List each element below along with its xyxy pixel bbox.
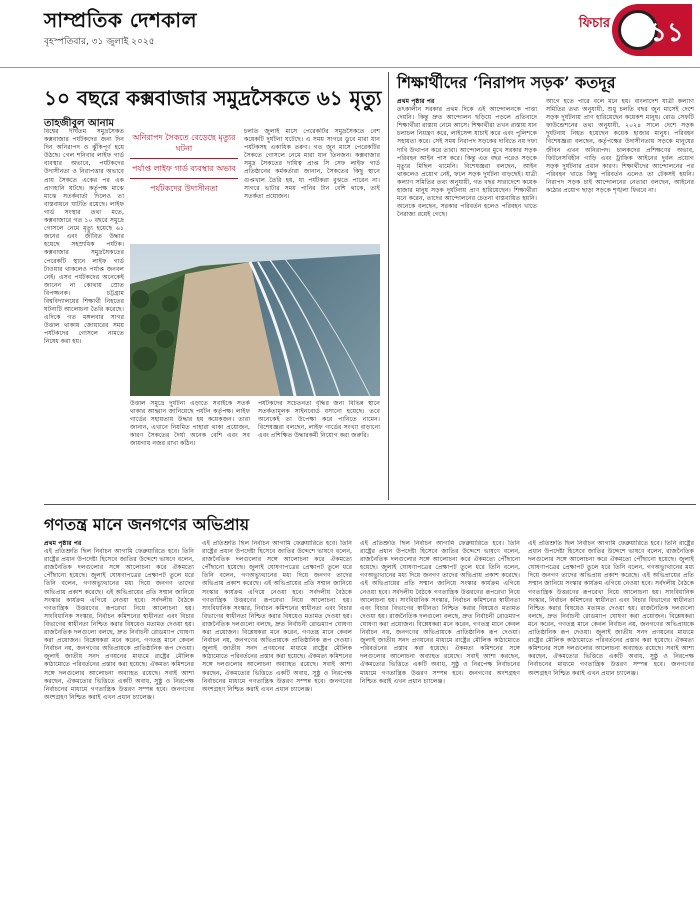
article-headline: শিক্ষার্থীদের ‘নিরাপদ সড়ক’ কতদূর <box>397 73 616 92</box>
photo-caption-text: পর্যটকদের সচেতনতা বৃদ্ধির জন্য বিভিন্ন স্থানে সতর্কতামূলক সাইনবোর্ড বসানো হয়েছে। তবে অনেকেই তা উপেক্ষা করে পানিতে নামেন। বিশেষজ্ঞরা বলছেন, লাইফ গার্ডের সংখ্যা বাড়ানো এবং প্রশিক্ষিত উদ্ধারকর্মী নিয়োগ করা জরুরি। <box>258 400 380 440</box>
continued-tag: প্রথম পৃষ্ঠার পর <box>44 540 82 547</box>
article-body-column <box>397 98 537 498</box>
article-body-column <box>360 540 520 902</box>
beach-photo-image <box>130 244 380 396</box>
pull-quote-3: পর্যটকদের উদাসীনতা <box>150 184 218 193</box>
photo-caption-column <box>258 400 380 500</box>
column-divider <box>388 72 389 500</box>
pull-quote-box <box>130 128 238 240</box>
article-byline: তাহজীবুল আনাম <box>44 118 115 129</box>
photo-caption-text: উত্তাল সমুদ্রে দুর্ঘটনা এড়াতে সবাইকে সতর্ক থাকার আহ্বান জানিয়েছে পর্যটন কর্তৃপক্ষ। লাইফ গার্ডের সহায়তায় উদ্ধার হয় কয়েকজন। তারা জানান, এখানে নিয়মিত পাহারা থাকা প্রয়োজন, কারণ সৈকতের দৈর্ঘ্য অনেক বেশি এবং সব জায়গায় নজর রাখা কঠিন। <box>130 400 250 448</box>
article-body-column <box>546 98 694 498</box>
article-body-text: এই প্রতিশ্রুতি ছিল নির্বাচন আগামি ফেব্রুয়ারিতে হবে। তিনি রাষ্ট্রের প্রধান উপদেষ্টা হিসেবে জাতির উদ্দেশে ভাষণে বলেন, রাজনৈতিক দলগুলোর সঙ্গে আলোচনা করে ঐকমত্যে পৌঁছানো হয়েছে। জুলাই ঘোষণাপত্রের প্রেক্ষাপট তুলে ধরে তিনি বলেন, গণঅভ্যুত্থানের মধ্য দিয়ে জনগণ তাদের অভিপ্রায় প্রকাশ করেছে। এই অভিপ্রায়ের প্রতি সম্মান জানিয়ে সংস্কার কার্যক্রম এগিয়ে নেওয়া হবে। সর্বদলীয় বৈঠকে গণতান্ত্রিক উত্তরণের রূপরেখা নিয়ে আলোচনা হয়। সাংবিধানিক সংস্কার, নির্বাচন কমিশনের স্বাধীনতা এবং বিচার বিভাগের স্বাধীনতা নিশ্চিত করার বিষয়েও মতামত দেওয়া হয়। রাজনৈতিক দলগুলো বলছে, দ্রুত নির্বাচনী রোডম্যাপ ঘোষণা করা প্রয়োজন। বিশ্লেষকরা মনে করেন, গণতন্ত্র মানে কেবল নির্বাচন নয়, জনগণের অভিপ্রায়কে প্রাতিষ্ঠানিক রূপ দেওয়া। জুলাই জাতীয় সনদ প্রণয়নের মাধ্যমে রাষ্ট্রের মৌলিক কাঠামোতে পরিবর্তনের প্রস্তাব করা হয়েছে। ঐকমত্য কমিশনের সঙ্গে দলগুলোর আলোচনা অব্যাহত রয়েছে। সবাই আশা করছেন, ঐকমত্যের ভিত্তিতে একটি অবাধ, সুষ্ঠু ও নিরপেক্ষ নির্বাচনের মাধ্যমে গণতান্ত্রিক উত্তরণ সম্পন্ন হবে। জনগণের অংশগ্রহণ নিশ্চিত করাই এখন প্রধান চ্যালেঞ্জ। <box>44 548 194 701</box>
article-headline: গণতন্ত্র মানে জনগণের অভিপ্রায় <box>44 515 250 534</box>
beach-photo <box>130 244 380 396</box>
article-body-text: চলতি জুলাই মাসে পেরেকটির সমুদ্রসৈকতে বেশ কয়েকটি দুর্ঘটনা ঘটেছে। এ সময় সাগরে ডুবে মারা যান পর্যটকসহ একাধিক তরুণ। গত জুন মাসে পেরেকটির সৈকতে গোসলে নেমে মারা যান তিনজন। কক্সবাজার সমুদ্র সৈকতের দায়িত্ব প্রাপ্ত সি সেফ লাইফ গার্ড প্রতিষ্ঠানের কর্মকর্তারা জানান, সৈকতের কিছু স্থানে গুপ্তখাল তৈরি হয়, যা পর্যটকরা বুঝতে পারেন না। সাগরে ভাটার সময় পানির টান বেশি থাকে, তাই সতর্কতা প্রয়োজন। <box>244 128 380 200</box>
masthead <box>0 0 700 68</box>
page-number-badge <box>612 4 692 56</box>
newspaper-title: সাম্প্রতিক দেশকাল <box>44 8 197 32</box>
pull-quote-2: পর্যাপ্ত লাইফ গার্ড ব্যবস্থার অভাব <box>130 159 238 179</box>
article-body-text: তৎকালীন সরকার প্রথম দিকে এই আন্দোলনকে পাত্তা দেয়নি। কিন্তু দ্রুত আন্দোলন ছড়িয়ে পড়লে প্রতিবাদে শিক্ষার্থীরা রাস্তায় নেমে আসে। শিক্ষার্থীরা তখন রাস্তায় যান চলাচল নিয়ন্ত্রণ করে, লাইসেন্স যাচাই করে এবং পুলিশকে সহায়তা করে। সেই সময় নিরাপদ সড়কের দাবিতে নয় দফা দাবি উত্থাপন করে তারা। আন্দোলনের মুখে সরকার সড়ক পরিবহন আইন পাস করে। কিন্তু এত বছর পরেও সড়কে মৃত্যুর মিছিল থামেনি। বিশেষজ্ঞরা বলছেন, আইন থাকলেও প্রয়োগ নেই, ফলে সড়ক দুর্ঘটনা বাড়ছেই। যাত্রী কল্যাণ সমিতির তথ্য অনুযায়ী, গত বছর সারাদেশে কয়েক হাজার মানুষ সড়ক দুর্ঘটনায় প্রাণ হারিয়েছেন। শিক্ষার্থীরা মনে করেন, তাদের আন্দোলনের চেতনা বাস্তবায়িত হয়নি। অনেকে বলছেন, সরকার পরিবর্তন হলেও পরিবহন খাতে নৈরাজ্য রয়েই গেছে। <box>397 106 537 219</box>
publication-date: বৃহস্পতিবার, ৩১ জুলাই ২০২৫ <box>44 37 155 47</box>
section-divider <box>44 504 696 505</box>
article-body-column <box>244 128 380 240</box>
article-body-column <box>202 540 352 902</box>
article-body-text: এই প্রতিশ্রুতি ছিল নির্বাচন আগামি ফেব্রুয়ারিতে হবে। তিনি রাষ্ট্রের প্রধান উপদেষ্টা হিসেবে জাতির উদ্দেশে ভাষণে বলেন, রাজনৈতিক দলগুলোর সঙ্গে আলোচনা করে ঐকমত্যে পৌঁছানো হয়েছে। জুলাই ঘোষণাপত্রের প্রেক্ষাপট তুলে ধরে তিনি বলেন, গণঅভ্যুত্থানের মধ্য দিয়ে জনগণ তাদের অভিপ্রায় প্রকাশ করেছে। এই অভিপ্রায়ের প্রতি সম্মান জানিয়ে সংস্কার কার্যক্রম এগিয়ে নেওয়া হবে। সর্বদলীয় বৈঠকে গণতান্ত্রিক উত্তরণের রূপরেখা নিয়ে আলোচনা হয়। সাংবিধানিক সংস্কার, নির্বাচন কমিশনের স্বাধীনতা এবং বিচার বিভাগের স্বাধীনতা নিশ্চিত করার বিষয়েও মতামত দেওয়া হয়। রাজনৈতিক দলগুলো বলছে, দ্রুত নির্বাচনী রোডম্যাপ ঘোষণা করা প্রয়োজন। বিশ্লেষকরা মনে করেন, গণতন্ত্র মানে কেবল নির্বাচন নয়, জনগণের অভিপ্রায়কে প্রাতিষ্ঠানিক রূপ দেওয়া। জুলাই জাতীয় সনদ প্রণয়নের মাধ্যমে রাষ্ট্রের মৌলিক কাঠামোতে পরিবর্তনের প্রস্তাব করা হয়েছে। ঐকমত্য কমিশনের সঙ্গে দলগুলোর আলোচনা অব্যাহত রয়েছে। সবাই আশা করছেন, ঐকমত্যের ভিত্তিতে একটি অবাধ, সুষ্ঠু ও নিরপেক্ষ নির্বাচনের মাধ্যমে গণতান্ত্রিক উত্তরণ সম্পন্ন হবে। জনগণের অংশগ্রহণ নিশ্চিত করাই এখন প্রধান চ্যালেঞ্জ। <box>528 540 694 677</box>
article-headline: ১০ বছরে কক্সবাজার সমুদ্রসৈকতে ৬১ মৃত্যু <box>44 86 382 110</box>
article-body-text: বিশ্বের দীর্ঘতম সমুদ্রসৈকত কক্সবাজার পর্যটকদের জন্য দিন দিন অনিরাপদ ও ঝুঁকিপূর্ণ হয়ে উঠছে। গেল শনিবার লাইফ গার্ড ব্যবস্থার অভাবে, পর্যটকদের উদাসীনতা ও নিরাপত্তার অভাবে প্রায় সৈকতে একের পর এক প্রাণহানি ঘটছে। কর্তৃপক্ষ মাঝে মাঝে সতর্কবার্তা দিলেও তা বাস্তবায়নে ঘাটতি রয়েছে। লাইফ গার্ড সংস্থার তথ্য মতে, কক্সবাজারে গত ১০ বছরে সমুদ্রে গোসলে নেমে মৃত্যু হয়েছে ৬১ জনের এবং জীবিত উদ্ধার হয়েছে সহস্রাধিক পর্যটক। কক্সবাজার সমুদ্রসৈকতের পেরেকটি স্থানে লাইফ গার্ড টাওয়ার থাকলেও পর্যাপ্ত জনবল নেই। এসব পর্যটকদের অনেকেই জানেন না কোথায় স্রোত বিপজ্জনক। চট্টগ্রাম বিশ্ববিদ্যালয়ের শিক্ষার্থী নিহতের ঘটনাটি আলোচনা তৈরি করেছে। এদিকে গত মঙ্গলবার সাগর উত্তাল থাকায় জোয়ারের সময় পর্যটকদের গোসলে নামতে নিষেধ করা হয়। <box>44 128 124 346</box>
article-body-column <box>44 128 124 498</box>
article-body-text: এই প্রতিশ্রুতি ছিল নির্বাচন আগামি ফেব্রুয়ারিতে হবে। তিনি রাষ্ট্রের প্রধান উপদেষ্টা হিসেবে জাতির উদ্দেশে ভাষণে বলেন, রাজনৈতিক দলগুলোর সঙ্গে আলোচনা করে ঐকমত্যে পৌঁছানো হয়েছে। জুলাই ঘোষণাপত্রের প্রেক্ষাপট তুলে ধরে তিনি বলেন, গণঅভ্যুত্থানের মধ্য দিয়ে জনগণ তাদের অভিপ্রায় প্রকাশ করেছে। এই অভিপ্রায়ের প্রতি সম্মান জানিয়ে সংস্কার কার্যক্রম এগিয়ে নেওয়া হবে। সর্বদলীয় বৈঠকে গণতান্ত্রিক উত্তরণের রূপরেখা নিয়ে আলোচনা হয়। সাংবিধানিক সংস্কার, নির্বাচন কমিশনের স্বাধীনতা এবং বিচার বিভাগের স্বাধীনতা নিশ্চিত করার বিষয়েও মতামত দেওয়া হয়। রাজনৈতিক দলগুলো বলছে, দ্রুত নির্বাচনী রোডম্যাপ ঘোষণা করা প্রয়োজন। বিশ্লেষকরা মনে করেন, গণতন্ত্র মানে কেবল নির্বাচন নয়, জনগণের অভিপ্রায়কে প্রাতিষ্ঠানিক রূপ দেওয়া। জুলাই জাতীয় সনদ প্রণয়নের মাধ্যমে রাষ্ট্রের মৌলিক কাঠামোতে পরিবর্তনের প্রস্তাব করা হয়েছে। ঐকমত্য কমিশনের সঙ্গে দলগুলোর আলোচনা অব্যাহত রয়েছে। সবাই আশা করছেন, ঐকমত্যের ভিত্তিতে একটি অবাধ, সুষ্ঠু ও নিরপেক্ষ নির্বাচনের মাধ্যমে গণতান্ত্রিক উত্তরণ সম্পন্ন হবে। জনগণের অংশগ্রহণ নিশ্চিত করাই এখন প্রধান চ্যালেঞ্জ। <box>202 540 352 693</box>
article-body-text: এই প্রতিশ্রুতি ছিল নির্বাচন আগামি ফেব্রুয়ারিতে হবে। তিনি রাষ্ট্রের প্রধান উপদেষ্টা হিসেবে জাতির উদ্দেশে ভাষণে বলেন, রাজনৈতিক দলগুলোর সঙ্গে আলোচনা করে ঐকমত্যে পৌঁছানো হয়েছে। জুলাই ঘোষণাপত্রের প্রেক্ষাপট তুলে ধরে তিনি বলেন, গণঅভ্যুত্থানের মধ্য দিয়ে জনগণ তাদের অভিপ্রায় প্রকাশ করেছে। এই অভিপ্রায়ের প্রতি সম্মান জানিয়ে সংস্কার কার্যক্রম এগিয়ে নেওয়া হবে। সর্বদলীয় বৈঠকে গণতান্ত্রিক উত্তরণের রূপরেখা নিয়ে আলোচনা হয়। সাংবিধানিক সংস্কার, নির্বাচন কমিশনের স্বাধীনতা এবং বিচার বিভাগের স্বাধীনতা নিশ্চিত করার বিষয়েও মতামত দেওয়া হয়। রাজনৈতিক দলগুলো বলছে, দ্রুত নির্বাচনী রোডম্যাপ ঘোষণা করা প্রয়োজন। বিশ্লেষকরা মনে করেন, গণতন্ত্র মানে কেবল নির্বাচন নয়, জনগণের অভিপ্রায়কে প্রাতিষ্ঠানিক রূপ দেওয়া। জুলাই জাতীয় সনদ প্রণয়নের মাধ্যমে রাষ্ট্রের মৌলিক কাঠামোতে পরিবর্তনের প্রস্তাব করা হয়েছে। ঐকমত্য কমিশনের সঙ্গে দলগুলোর আলোচনা অব্যাহত রয়েছে। সবাই আশা করছেন, ঐকমত্যের ভিত্তিতে একটি অবাধ, সুষ্ঠু ও নিরপেক্ষ নির্বাচনের মাধ্যমে গণতান্ত্রিক উত্তরণ সম্পন্ন হবে। জনগণের অংশগ্রহণ নিশ্চিত করাই এখন প্রধান চ্যালেঞ্জ। <box>360 540 520 685</box>
article-body-text: আগে হতে পারে বলে মনে হয়। বাংলাদেশ যাত্রী কল্যাণ সমিতির তথ্য অনুযায়ী, শুধু চলতি বছর জুন মাসেই দেশে সড়ক দুর্ঘটনায় প্রাণ হারিয়েছেন কয়েকশ মানুষ। রোড সেফটি ফাউন্ডেশনের তথ্য অনুযায়ী, ২০২৪ সালে দেশে সড়ক দুর্ঘটনায় নিহত হয়েছেন কয়েক হাজার মানুষ। পরিবহন বিশেষজ্ঞরা বলছেন, কর্তৃপক্ষের উদাসীনতায় সড়কে মানুষের জীবন এখন অনিরাপদ। চালকদের প্রশিক্ষণের অভাব, ফিটনেসবিহীন গাড়ি এবং ট্রাফিক আইনের দুর্বল প্রয়োগ সড়ক দুর্ঘটনার প্রধান কারণ। শিক্ষার্থীদের আন্দোলনের পর পরিবহন খাতে কিছু পরিবর্তন এলেও তা টেকসই হয়নি। নিরাপদ সড়ক চাই আন্দোলনের নেতারা বলছেন, আইনের কঠোর প্রয়োগ ছাড়া সড়কে শৃঙ্খলা ফিরবে না। <box>546 98 694 195</box>
page-number: ১১ <box>650 18 684 48</box>
article-body-column <box>528 540 694 902</box>
article-body-column <box>44 540 194 902</box>
pull-quote-1: অনিরাপদ সৈকতে বেড়েছে মৃত্যুর ঘটনা <box>130 128 238 159</box>
section-label: ফিচার <box>578 16 610 31</box>
photo-caption-column <box>130 400 250 500</box>
continued-tag: প্রথম পৃষ্ঠার পর <box>397 98 435 105</box>
